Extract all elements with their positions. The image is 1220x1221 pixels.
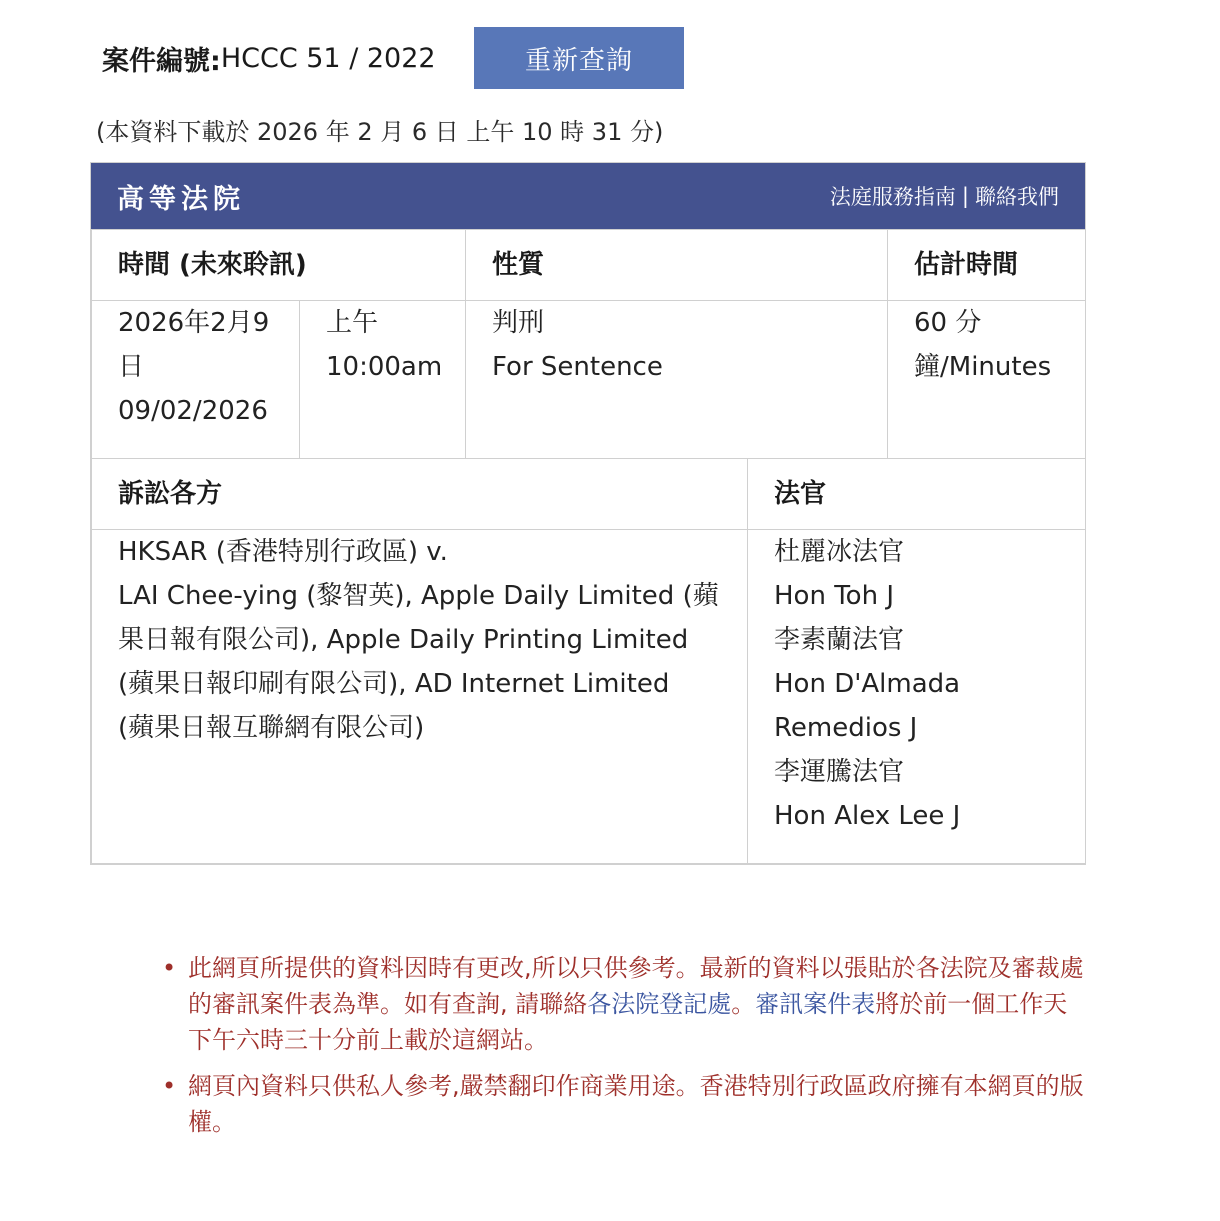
disclaimer-text: 此網頁所提供的資料因時有更改,所以只供參考。最新的資料以張貼於各法院及審裁處的審訊案件表為準。如有查詢, 請聯絡 xyxy=(188,954,1084,1018)
court-header xyxy=(91,163,1085,229)
judge-line: 杜麗冰法官 xyxy=(774,537,905,567)
parties-data-row xyxy=(92,530,1086,864)
hearing-header-row xyxy=(92,230,1086,301)
parties-cell xyxy=(92,530,748,864)
hearing-date-en: 09/02/2026 xyxy=(118,396,268,426)
disclaimer-list xyxy=(160,950,1090,1150)
header-nature: 性質 xyxy=(466,230,888,301)
hearing-table xyxy=(91,229,1086,459)
header-judges: 法官 xyxy=(748,459,1086,530)
judge-line: Hon D'Almada xyxy=(774,669,961,699)
hearing-date-zh-line2: 日 xyxy=(118,352,145,382)
court-links xyxy=(830,181,1059,211)
header-time: 時間 (未來聆訊) xyxy=(92,230,466,301)
hearing-date-zh-line1: 2026年2月9 xyxy=(118,308,270,338)
case-number-value: HCCC 51 / 2022 xyxy=(220,42,436,74)
case-number-label: 案件編號: xyxy=(102,45,221,77)
case-number-row xyxy=(102,26,436,90)
disclaimer-item xyxy=(160,1068,1090,1140)
cause-list-link[interactable]: 審訊案件表 xyxy=(755,990,876,1018)
disclaimer-text: 。 xyxy=(731,990,756,1018)
header-duration: 估計時間 xyxy=(888,230,1086,301)
hearing-nature-en: For Sentence xyxy=(492,352,663,382)
court-schedule-block xyxy=(90,162,1086,865)
court-service-guide-link[interactable]: 法庭服務指南 xyxy=(829,185,956,209)
disclaimer-item xyxy=(160,950,1090,1058)
link-separator: | xyxy=(961,184,969,208)
judges-cell xyxy=(748,530,1086,864)
court-registries-link[interactable]: 各法院登記處 xyxy=(587,990,732,1018)
contact-us-link[interactable]: 聯絡我們 xyxy=(975,185,1059,209)
parties-line: LAI Chee-ying (黎智英), Apple Daily Limited (蘋 xyxy=(118,581,719,611)
judge-line: 李素蘭法官 xyxy=(774,625,905,655)
judge-line: Remedios J xyxy=(774,713,918,743)
parties-line: (蘋果日報互聯網有限公司) xyxy=(118,713,425,743)
hearing-data-row xyxy=(92,301,1086,459)
judge-line: Hon Toh J xyxy=(774,581,894,611)
parties-line: 果日報有限公司), Apple Daily Printing Limited xyxy=(118,625,689,655)
hearing-ampm: 上午 xyxy=(326,308,379,338)
parties-line: HKSAR (香港特別行政區) v. xyxy=(118,537,448,567)
requery-button[interactable]: 重新查詢 xyxy=(474,27,684,89)
parties-line: (蘋果日報印刷有限公司), AD Internet Limited xyxy=(118,669,670,699)
hearing-duration-line1: 60 分 xyxy=(914,308,982,338)
hearing-date-cell xyxy=(92,301,300,459)
header-parties: 訴訟各方 xyxy=(92,459,748,530)
judge-line: Hon Alex Lee J xyxy=(774,801,961,831)
download-timestamp: (本資料下載於 2026 年 2 月 6 日 上午 10 時 31 分) xyxy=(96,118,664,146)
hearing-nature-zh: 判刑 xyxy=(492,308,545,338)
parties-header-row xyxy=(92,459,1086,530)
hearing-duration-cell xyxy=(888,301,1086,459)
bullet-icon: • xyxy=(162,1072,177,1100)
bullet-icon: • xyxy=(162,954,177,982)
court-name: 高等法院 xyxy=(117,183,245,215)
hearing-time: 10:00am xyxy=(326,352,443,382)
hearing-nature-cell xyxy=(466,301,888,459)
parties-table xyxy=(91,459,1086,864)
disclaimer-text: 將於前一個工作天下午六時三十分前上載於這網站。 xyxy=(188,990,1068,1054)
hearing-time-cell xyxy=(300,301,466,459)
disclaimer-text: 網頁內資料只供私人參考,嚴禁翻印作商業用途。香港特別行政區政府擁有本網頁的版權。 xyxy=(188,1072,1084,1136)
judge-line: 李運騰法官 xyxy=(774,757,905,787)
hearing-duration-line2: 鐘/Minutes xyxy=(914,352,1052,382)
